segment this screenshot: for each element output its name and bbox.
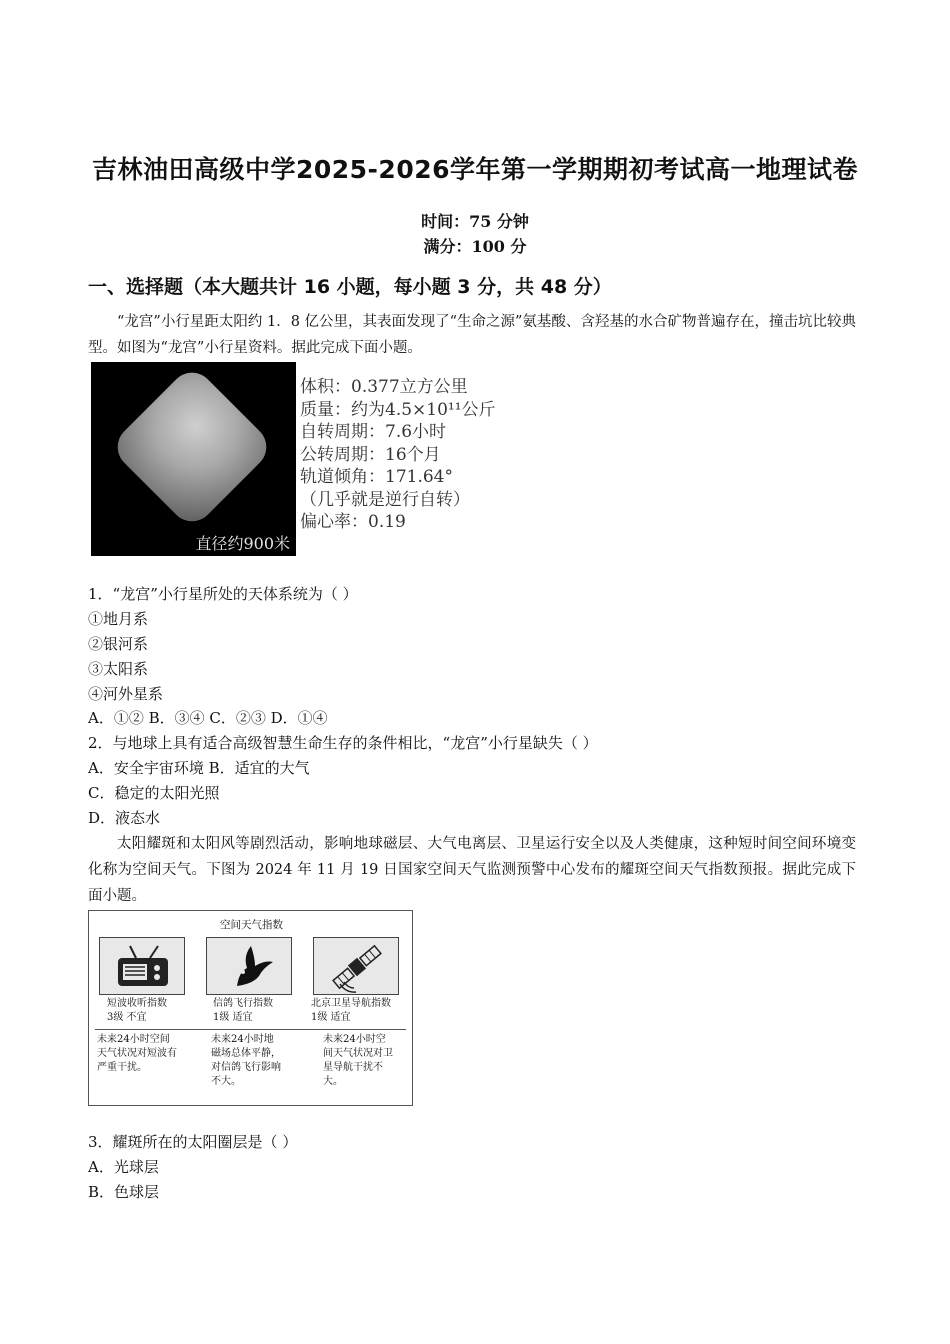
asteroid-figure bbox=[88, 360, 496, 558]
pigeon-index-name: 信鸽飞行指数 bbox=[213, 998, 273, 1009]
figure-divider bbox=[95, 1029, 406, 1030]
exam-time: 时间：75 分钟 bbox=[421, 212, 529, 231]
q2-stem: 2．与地球上具有适合高级智慧生命生存的条件相比，“龙宫”小行星缺失（ ） bbox=[88, 734, 598, 752]
q2-option-d: D．液态水 bbox=[88, 809, 161, 827]
q1-options: A．①② B．③④ C．②③ D．①④ bbox=[88, 709, 328, 727]
q1-item-1: ①地月系 bbox=[88, 610, 149, 628]
q1-item-3: ③太阳系 bbox=[88, 660, 149, 678]
pigeon-index-level: 1级 适宜 bbox=[213, 1012, 253, 1023]
satellite-index-level: 1级 适宜 bbox=[311, 1012, 351, 1023]
radio-index-desc: 未来24小时空间天气状况对短波有严重干扰。 bbox=[97, 1034, 177, 1073]
q1-stem: 1．“龙宫”小行星所处的天体系统为（ ） bbox=[88, 585, 358, 603]
satellite-index-desc: 未来24小时空间天气状况对卫星导航干扰不大。 bbox=[323, 1034, 393, 1087]
fact-mass: 质量：约为4.5×10¹¹公斤 bbox=[300, 399, 496, 420]
fact-inclination: 轨道倾角：171.64° bbox=[300, 467, 453, 487]
space-weather-title: 空间天气指数 bbox=[220, 919, 283, 931]
q1-item-2: ②银河系 bbox=[88, 635, 149, 653]
fact-revolution: 公转周期：16个月 bbox=[300, 444, 441, 465]
fact-eccentricity: 偏心率：0.19 bbox=[300, 512, 406, 532]
radio-index-name: 短波收听指数 bbox=[107, 998, 167, 1009]
fact-retrograde-note: （几乎就是逆行自转） bbox=[300, 489, 470, 510]
asteroid-facts bbox=[300, 376, 496, 534]
fact-rotation: 自转周期：7.6小时 bbox=[300, 422, 447, 442]
exam-title: 吉林油田高级中学2025-2026学年第一学期期初考试高一地理试卷 bbox=[91, 155, 859, 184]
radio-panel bbox=[99, 937, 185, 995]
satellite-index-name: 北京卫星导航指数 bbox=[311, 998, 391, 1009]
satellite-icon bbox=[314, 938, 400, 996]
q3-option-b: B．色球层 bbox=[88, 1183, 160, 1201]
space-weather-figure bbox=[88, 910, 413, 1106]
q2-option-c: C．稳定的太阳光照 bbox=[88, 784, 220, 802]
satellite-index-label bbox=[311, 997, 391, 1025]
asteroid-photo bbox=[91, 362, 296, 556]
passage-1: “龙宫”小行星距太阳约 1．8 亿公里，其表面发现了“生命之源”氨基酸、含羟基的水合矿物普遍存在，撞击坑比较典型。如图为“龙宫”小行星资料。据此完成下面小题。 bbox=[88, 314, 856, 356]
q3-option-a: A．光球层 bbox=[88, 1158, 159, 1176]
passage-2: 太阳耀斑和太阳风等剧烈活动，影响地球磁层、大气电离层、卫星运行安全以及人类健康，这种短时间空间环境变化称为空间天气。下图为 2024 年 11 月 19 日国家空间天气监测预警中心发布的耀斑空间天气指数预报。据此完成下面小题。 bbox=[88, 836, 856, 904]
exam-score: 满分：100 分 bbox=[423, 237, 527, 256]
q3-stem: 3．耀斑所在的太阳圈层是（ ） bbox=[88, 1133, 298, 1151]
q2-options-ab: A．安全宇宙环境 B．适宜的大气 bbox=[88, 759, 310, 777]
pigeon-index-desc: 未来24小时地磁场总体平静，对信鸽飞行影响不大。 bbox=[211, 1034, 281, 1087]
q1-item-4: ④河外星系 bbox=[88, 685, 164, 703]
satellite-panel bbox=[313, 937, 399, 995]
radio-index-level: 3级 不宜 bbox=[107, 1012, 147, 1023]
pigeon-panel bbox=[206, 937, 292, 995]
asteroid-diameter-caption: 直径约900米 bbox=[195, 534, 290, 553]
radio-icon bbox=[100, 938, 186, 996]
fact-volume: 体积：0.377立方公里 bbox=[300, 377, 468, 397]
radio-index-label bbox=[107, 997, 167, 1025]
pigeon-index-label bbox=[213, 997, 273, 1025]
section-heading: 一、选择题（本大题共计 16 小题，每小题 3 分，共 48 分） bbox=[88, 276, 612, 298]
pigeon-icon bbox=[207, 938, 293, 996]
asteroid-image bbox=[109, 364, 276, 531]
